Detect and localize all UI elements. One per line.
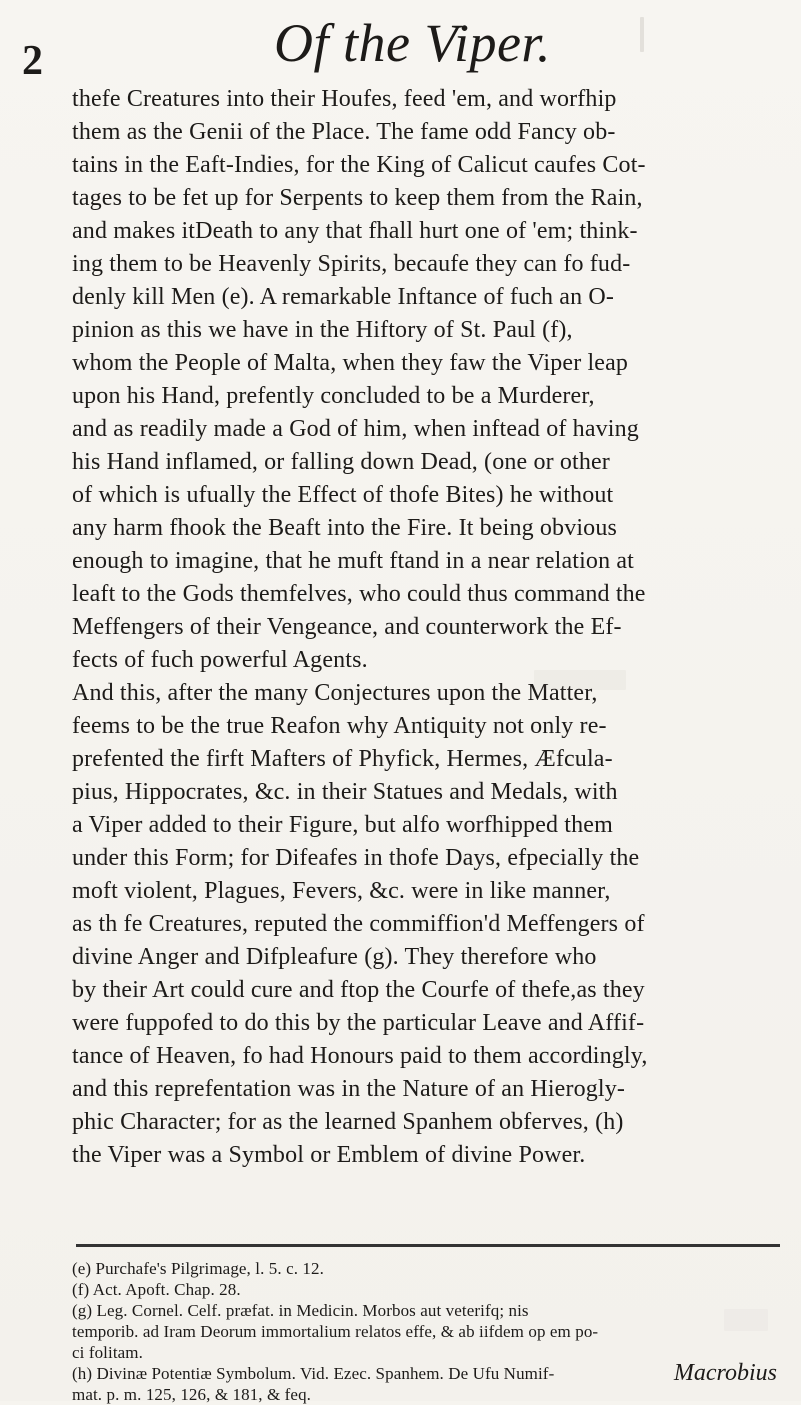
- running-head: Of the Viper.: [274, 13, 551, 73]
- paper-stain: [640, 17, 644, 52]
- page-number: 2: [22, 38, 42, 84]
- catchword: Macrobius: [673, 1360, 777, 1386]
- footnotes: (e) Purchafe's Pilgrimage, l. 5. c. 12. (f) Act. Apoft. Chap. 28. (g) Leg. Cornel. Celf. præfat. in Medicin. Morbos aut veterifq; nis temporib. ad Iram Deorum immortalium relatos effe, & ab iifdem op em po- ci folitam. (h) Divinæ Potentiæ Symbolum. Vid. Ezec. Spanhem. De Ufu Numif- mat. p. m. 125, 126, & 181, & feq.: [72, 1259, 599, 1404]
- footnote-rule: [76, 1244, 780, 1247]
- paper-stain: [534, 670, 626, 690]
- main-text: thefe Creatures into their Houfes, feed 'em, and worfhip them as the Genii of the Place. The fame odd Fancy ob- tains in the Eaft-Indies, for the King of Calicut caufes Cot- tages to be fet up for Serpents to keep them from the Rain, and makes itDeath to any that fhall hurt one of 'em; think- ing them to be Heavenly Spirits, becaufe they can fo fud- denly kill Men (e). A remarkable Inftance of fuch an O- pinion as this we have in the Hiftory of St. Paul (f), whom the People of Malta, when they faw the Viper leap upon his Hand, prefently concluded to be a Murderer, and as readily made a God of him, when inftead of having his Hand inflamed, or falling down Dead, (one or other of which is ufually the Effect of thofe Bites) he without any harm fhook the Beaft into the Fire. It being obvious enough to imagine, that he muft ftand in a near relation at leaft to the Gods themfelves, who could thus command the Meffengers of their Vengeance, and counterwork the Ef- fects of fuch powerful Agents. And this, after the many Conjectures upon the Matter, feems to be the true Reafon why Antiquity not only re- prefented the firft Mafters of Phyfick, Hermes, Æfcula- pius, Hippocrates, &c. in their Statues and Medals, with a Viper added to their Figure, but alfo worfhipped them under this Form; for Difeafes in thofe Days, efpecially the moft violent, Plagues, Fevers, &c. were in like manner, as th fe Creatures, reputed the commiffion'd Meffengers of divine Anger and Difpleafure (g). They therefore who by their Art could cure and ftop the Courfe of thefe,as they were fuppofed to do this by the particular Leave and Affif- tance of Heaven, fo had Honours paid to them accordingly, and this reprefentation was in the Nature of an Hierogly- phic Character; for as the learned Spanhem obferves, (h) the Viper was a Symbol or Emblem of divine Power.: [72, 86, 648, 1168]
- paper-stain: [724, 1309, 768, 1331]
